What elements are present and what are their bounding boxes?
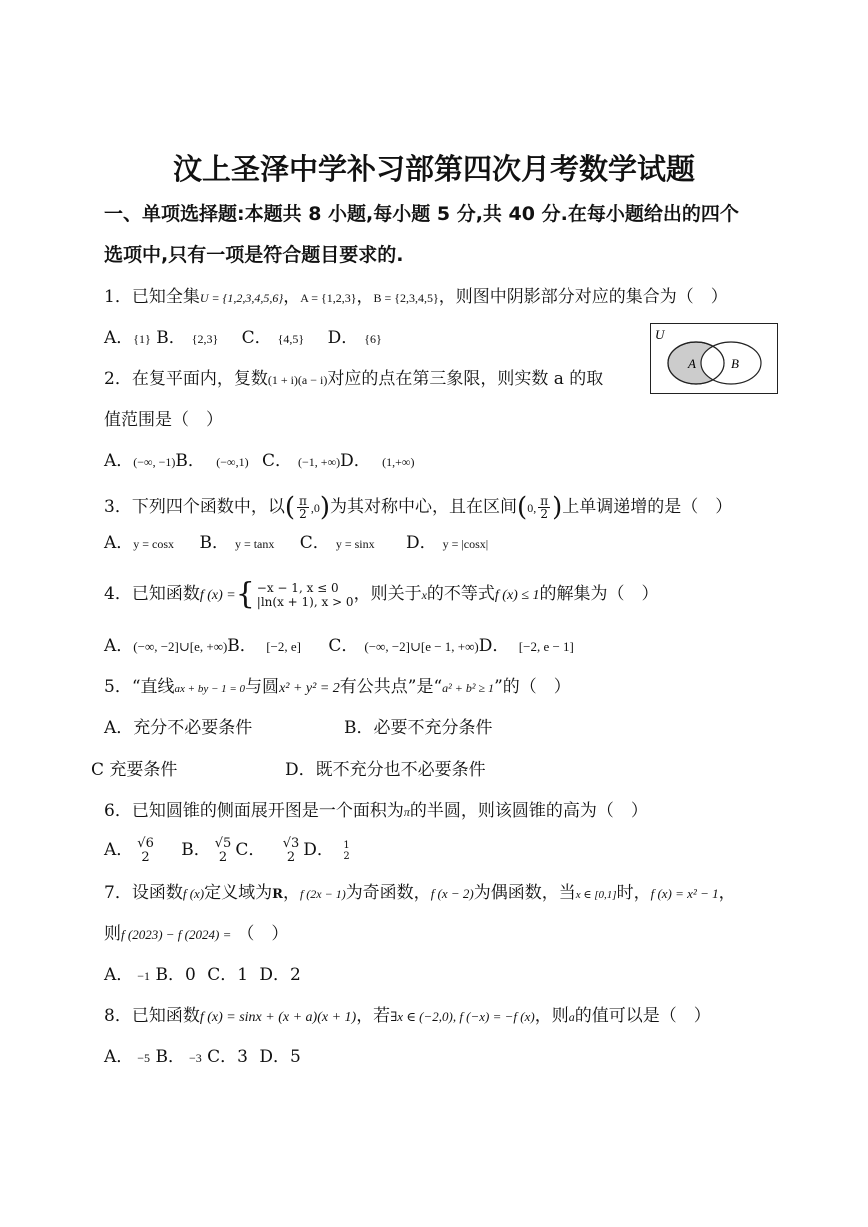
question-4-stem: 4．已知函数f (x) ={ −x − 1, x ≤ 0 |ln(x + 1), x > 0 ，则关于x的不等式f (x) ≤ 1的解集为（ ） [104, 576, 659, 612]
venn-label-u: U [655, 327, 665, 342]
question-5-stem: 5．“直线ax + by − 1 = 0与圆x² + y² = 2有公共点”是“a² + b² ≥ 1”的（ ） [104, 677, 571, 697]
question-8-stem: 8．已知函数f (x) = sinx + (x + a)(x + 1)，若∃x ∈ (−2,0), f (−x) = −f (x)，则a的值可以是（ ） [104, 1006, 711, 1026]
venn-label-b: B [731, 356, 739, 371]
question-4-options: A．(−∞, −2]∪[e, +∞)B． [−2, e] C． (−∞, −2]∪[e − 1, +∞)D． [−2, e − 1] [104, 636, 574, 656]
question-2-stem: 2．在复平面内，复数(1 + i)(a − i)对应的点在第三象限，则实数 a 的取 [104, 369, 604, 389]
question-5-option-c: C 充要条件 [91, 760, 178, 780]
question-6-options: A． √6 2 B． √5 2 C． √3 2 D． 1 2 [104, 835, 350, 865]
question-1-options: A．{1} B． {2,3} C． {4,5} D． {6} [104, 328, 382, 348]
question-5-option-a: A．充分不必要条件 [104, 718, 253, 738]
question-7-stem: 7．设函数f (x)定义域为R，f (2x − 1)为奇函数，f (x − 2)为偶函数，当x ∈ [0,1]时，f (x) = x² − 1， [104, 883, 736, 903]
venn-diagram [650, 323, 778, 394]
question-7-options: A． −1 B．0 C．1 D．2 [104, 965, 301, 985]
question-5-option-d: D．既不充分也不必要条件 [285, 760, 486, 780]
venn-svg [651, 324, 776, 392]
page-title: 汶上圣泽中学补习部第四次月考数学试题 [172, 152, 695, 186]
question-3-stem: 3．下列四个函数中，以( $\frac{\pi}{2}$ ,0)为其对称中心，且在区间(0, $\frac{\pi}{2}$ )上单调递增的是（ ） [104, 492, 733, 523]
question-8-options: A． −5 B． −3 C．3 D．5 [104, 1047, 301, 1067]
question-7-stem-cont: 则f (2023) − f (2024) = （ ） [104, 924, 289, 944]
venn-label-a: A [688, 356, 696, 371]
question-2-options: A．(−∞, −1)B． (−∞,1) C． (−1, +∞)D． (1,+∞) [104, 451, 415, 471]
section-heading-line1: 一、单项选择题:本题共 8 小题,每小题 5 分,共 40 分.在每小题给出的四个 [104, 203, 739, 225]
section-heading-line2: 选项中,只有一项是符合题目要求的. [104, 244, 404, 266]
question-5-option-b: B．必要不充分条件 [344, 718, 493, 738]
question-1-stem: 1．已知全集U = {1,2,3,4,5,6}，A = {1,2,3}，B = {2,3,4,5}，则图中阴影部分对应的集合为（ ） [104, 287, 728, 307]
question-6-stem: 6．已知圆锥的侧面展开图是一个面积为π的半圆，则该圆锥的高为（ ） [104, 801, 648, 821]
question-3-options: A．y = cosx B． y = tanx C． y = sinx D． y = |cosx| [104, 533, 489, 553]
question-2-stem-cont: 值范围是（ ） [104, 410, 223, 430]
